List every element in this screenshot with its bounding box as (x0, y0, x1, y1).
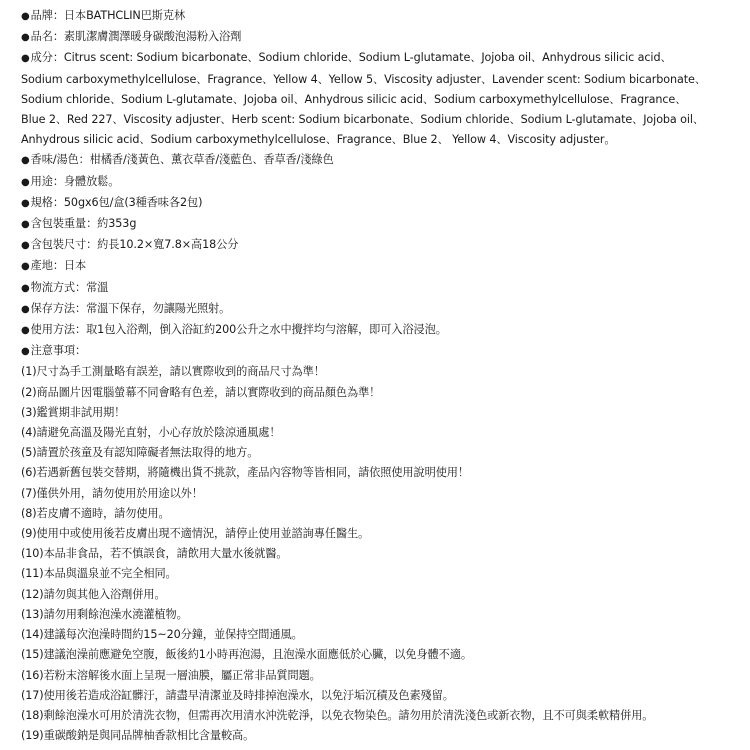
note-item: (9)使用中或使用後若皮膚出現不適情況，請停止使用並諮詢專任醫生。 (21, 527, 370, 541)
detail-value: 日本 (63, 259, 87, 273)
spec-label: 品牌： (30, 9, 64, 22)
ingredients-text: Citrus scent: Sodium bicarbonate、Sodium chloride、Sodium L-glutamate、Jojoba oil、Anhydrous silicic acid、 (63, 51, 672, 65)
detail-value: 柑橘香/淺黃色、薰衣草香/淺藍色、香草香/淺綠色 (89, 153, 334, 167)
spec-list (21, 6, 740, 48)
bullet-icon: ● (21, 261, 30, 273)
bullet-icon: ● (21, 282, 30, 294)
spec-value: 素肌潔膚潤澤暖身碳酸泡湯粉入浴劑 (63, 30, 242, 44)
detail-value: 約長10.2×寬7.8×高18公分 (97, 238, 239, 252)
bullet-icon: ● (21, 240, 30, 252)
note-item: (15)建議泡澡前應避免空腹，飯後約1小時再泡湯，且泡澡水面應低於心臟，以免身體不適。 (21, 648, 472, 662)
note-item: (14)建議每次泡澡時間約15~20分鐘，並保持空間通風。 (21, 628, 303, 642)
note-item: (10)本品非食品，若不慎誤食，請飲用大量水後就醫。 (21, 547, 288, 561)
detail-value: 取1包入浴劑，倒入浴缸約200公升之水中攪拌均勻溶解，即可入浴浸泡。 (86, 323, 447, 337)
detail-label: 物流方式： (30, 280, 87, 294)
ingredients-line (21, 110, 740, 130)
ingredients-text: Blue 2、Red 227、Viscosity adjuster、Herb scent: Sodium bicarbonate、Sodium chloride、Sodium L-glutamate、Jojoba oil、 (21, 113, 704, 127)
notes-list (21, 362, 740, 746)
note-item: (18)剩餘泡澡水可用於清洗衣物，但需再次用清水沖洗乾淨，以免衣物染色。請勿用於清洗淺色或新衣物，且不可與柔軟精併用。 (21, 708, 654, 722)
detail-row (21, 150, 740, 171)
detail-row (21, 235, 740, 256)
bullet-icon: ● (21, 303, 30, 315)
detail-row (21, 256, 740, 277)
detail-value: 常溫 (86, 280, 109, 294)
note-item: (8)若皮膚不適時，請勿使用。 (21, 506, 170, 520)
ingredients-block (21, 48, 740, 150)
detail-row (21, 299, 740, 320)
note-item: (7)僅供外用，請勿使用於用途以外！ (21, 486, 203, 500)
ingredients-line (21, 90, 740, 110)
note-item: (4)請避免高溫及陽光直射，小心存放於陰涼通風處！ (21, 426, 281, 440)
detail-row (21, 172, 740, 193)
spec-row (21, 6, 740, 27)
detail-label: 保存方法： (30, 301, 87, 315)
detail-row (21, 278, 740, 299)
bullet-icon: ● (21, 11, 30, 22)
note-item: (6)若遇新舊包裝交替期，將隨機出貨不挑款，產品內容物等皆相同，請依照使用說明使用！ (21, 466, 469, 480)
ingredients-line (21, 48, 740, 69)
detail-row (21, 341, 740, 362)
detail-label: 產地： (30, 259, 64, 273)
note-item: (12)請勿與其他入浴劑併用。 (21, 587, 166, 601)
detail-row (21, 320, 740, 341)
note-item: (1)尺寸為手工測量略有誤差，請以實際收到的商品尺寸為準！ (21, 365, 325, 379)
ingredients-text: Anhydrous silicic acid、Sodium carboxymethylcellulose、Fragrance、Blue 2、 Yellow 4、Viscosity adjuster。 (21, 133, 616, 147)
note-item: (3)鑑賞期非試用期！ (21, 405, 126, 419)
bullet-icon: ● (21, 176, 30, 188)
detail-list (21, 150, 740, 362)
detail-value: 身體放鬆。 (63, 174, 120, 188)
bullet-icon: ● (21, 197, 30, 209)
note-item: (5)請置於孩童及有認知障礙者無法取得的地方。 (21, 446, 259, 460)
note-item: (17)使用後若造成浴缸髒汙，請盡早清潔並及時排掉泡澡水，以免汙垢沉積及色素殘留。 (21, 688, 454, 702)
spec-value: 日本BATHCLIN巴斯克林 (63, 9, 186, 22)
note-item: (16)若粉末溶解後水面上呈現一層油膜，屬正常非品質問題。 (21, 668, 321, 682)
bullet-icon: ● (21, 219, 30, 231)
detail-label: 含包裝尺寸： (30, 238, 98, 252)
detail-label: 香味/湯色： (30, 153, 90, 167)
bullet-icon: ● (21, 32, 30, 44)
ingredients-line (21, 130, 740, 150)
bullet-icon: ● (21, 53, 30, 65)
detail-value: 常溫下保存，勿讓陽光照射。 (86, 301, 231, 315)
detail-row (21, 193, 740, 214)
detail-value: 約353g (97, 217, 137, 231)
detail-label: 注意事項： (30, 344, 87, 358)
note-item: (11)本品與溫泉並不完全相同。 (21, 567, 177, 581)
detail-label: 使用方法： (30, 323, 87, 337)
bullet-icon: ● (21, 346, 30, 358)
detail-label: 用途： (30, 174, 64, 188)
spec-label: 品名： (30, 30, 64, 44)
note-item: (19)重碳酸鈉是與同品牌柚香款相比含量較高。 (21, 729, 255, 743)
note-item: (2)商品圖片因電腦螢幕不同會略有色差，請以實際收到的商品顏色為準！ (21, 385, 381, 399)
detail-row (21, 214, 740, 235)
ingredients-line (21, 70, 740, 90)
ingredients-text: Sodium carboxymethylcellulose、Fragrance、Yellow 4、Yellow 5、Viscosity adjuster、Lavender scent: Sodium bicarbonate、 (21, 72, 706, 86)
detail-value: 50gx6包/盒(3種香味各2包) (63, 195, 203, 209)
detail-label: 規格： (30, 195, 64, 209)
spec-row (21, 27, 740, 48)
ingredients-text: Sodium chloride、Sodium L-glutamate、Jojoba oil、Anhydrous silicic acid、Sodium carboxymethylcellulose、Fragrance、 (21, 92, 687, 106)
note-item: (13)請勿用剩餘泡澡水澆灌植物。 (21, 607, 188, 621)
detail-label: 含包裝重量： (30, 217, 98, 231)
bullet-icon: ● (21, 155, 30, 167)
ingredients-label: 成分： (30, 51, 64, 65)
bullet-icon: ● (21, 325, 30, 337)
